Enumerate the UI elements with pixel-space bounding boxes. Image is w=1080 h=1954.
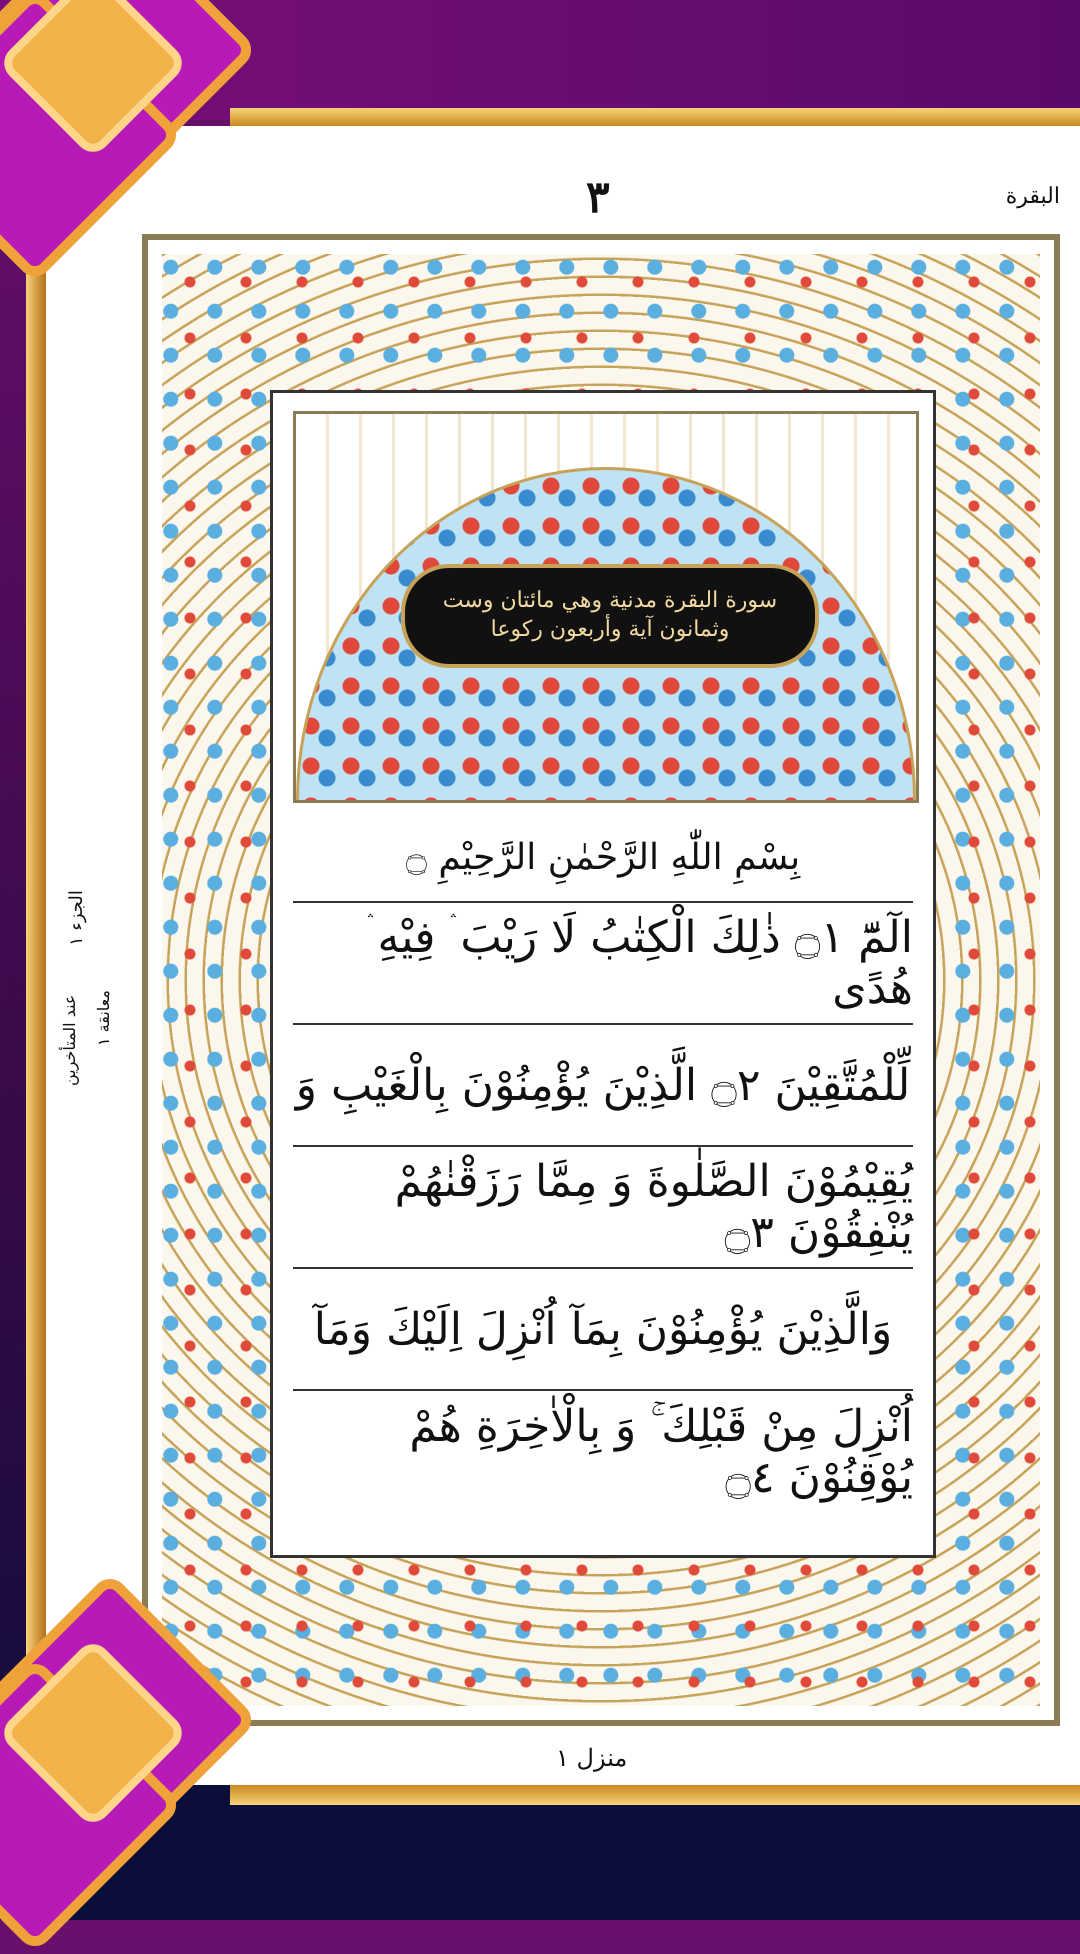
side-note — [60, 826, 120, 1086]
gold-rule-bottom — [230, 1785, 1080, 1805]
verse-line-1: الٓمّٓ ۝١ ذٰلِكَ الْكِتٰبُ لَا رَيْبَ ۛ فِيْهِ ۛ هُدًى — [293, 903, 913, 1025]
verse-line-5: اُنْزِلَ مِنْ قَبْلِكَ ۚ وَ بِالْاٰخِرَةِ هُمْ يُوْقِنُوْنَ ۝٤ — [409, 1401, 913, 1503]
ruku-label: معانقة ١ — [94, 990, 113, 1046]
surah-title-text: سورة البقرة مدنية وهي مائتان وست وثمانون آية وأربعون ركوعا — [442, 588, 778, 642]
flower-ornament-bottom — [0, 1580, 250, 1920]
manzil-label: منزل ١ — [556, 1744, 628, 1772]
surah-header: البقرة — [1005, 184, 1060, 209]
text-panel — [270, 390, 936, 1558]
gold-rule-left — [26, 120, 46, 1800]
verse-line-3: يُقِيْمُوْنَ الصَّلٰوةَ وَ مِمَّا رَزَقْنٰهُمْ يُنْفِقُوْنَ ۝٣ — [293, 1147, 913, 1269]
flower-ornament-top — [0, 0, 250, 250]
verse-line-2: لِّلْمُتَّقِيْنَ ۝٢ الَّذِيْنَ يُؤْمِنُوْنَ بِالْغَيْبِ وَ — [293, 1025, 913, 1147]
quran-page — [46, 126, 1080, 1785]
ruku-sub-label: عند المتأخرين — [60, 994, 79, 1086]
verse-line-4: وَالَّذِيْنَ يُؤْمِنُوْنَ بِمَآ اُنْزِلَ اِلَيْكَ وَمَآ — [293, 1269, 913, 1391]
ornamental-frame — [142, 234, 1060, 1726]
title-cartouche — [401, 564, 819, 668]
page-number: ٣ — [586, 172, 610, 223]
basmala: بِسْمِ اللّٰهِ الرَّحْمٰنِ الرَّحِيْمِ ۝ — [293, 813, 913, 903]
juz-label: الجزء ١ — [66, 890, 87, 946]
surah-title-panel — [293, 411, 919, 803]
gold-rule-top — [230, 108, 1080, 126]
